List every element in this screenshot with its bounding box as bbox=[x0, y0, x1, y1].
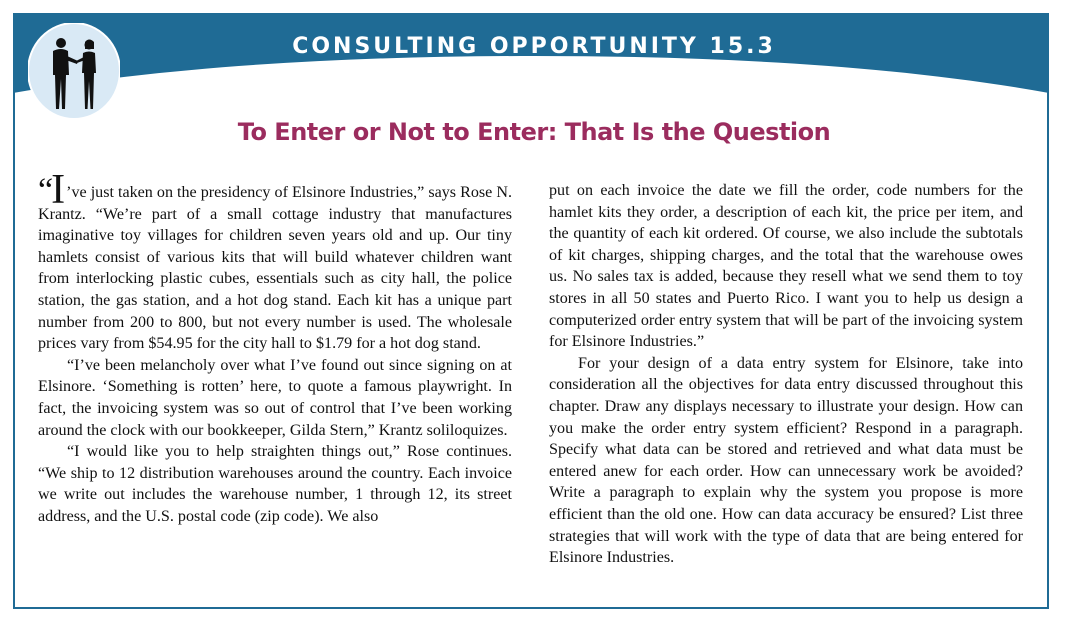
paragraph-1-text: ’ve just taken on the presidency of Elsinore Industries,” says Rose N. Krantz. “We’re part of a small cottage industry that manufactures imaginative toy villages for children seven years old and up. Our tiny hamlets consist of various kits that will build whatever children want from interlocking plastic cubes, essentials such as city hall, the police station, the gas station, and a hot dog stand. Each kit has a unique part number from 200 to 800, but not every number is used. The wholesale prices vary from $54.95 for the city hall to $1.79 for a hot dog stand. bbox=[38, 184, 512, 353]
left-column bbox=[38, 167, 512, 528]
paragraph-3: “I would like you to help straighten things out,” Rose continues. “We ship to 12 distribution warehouses around the country. Each invoice we write out includes the warehouse number, 1 through 12, its street address, and the U.S. postal code (zip code). We also bbox=[38, 443, 512, 525]
banner-title: CONSULTING OPPORTUNITY 15.3 bbox=[292, 34, 776, 59]
paragraph-4: put on each invoice the date we fill the order, code numbers for the hamlet kits they order, a description of each kit, the price per item, and the quantity of each kit ordered. Of course, we also include the subtotals of kit charges, shipping charges, and the total that the warehouse owes us. No sales tax is added, because they resell what we send them to toy stores in all 50 states and Puerto Rico. I want you to help us design a computerized order entry system that will be part of the invoicing system for Elsinore Industries.” bbox=[549, 182, 1023, 351]
paragraph-5: For your design of a data entry system for Elsinore, take into consideration all the objectives for data entry discussed throughout this chapter. Draw any displays necessary to illustrate your design. How can you make the order entry system efficient? Respond in a paragraph. Specify what data can be stored and retrieved and what data must be entered anew for each order. How can unnecessary work be avoided? Write a paragraph to explain why the system you propose is more efficient than the old one. How can data accuracy be ensured? List three strategies that will work with the type of data that are being entered for Elsinore Industries. bbox=[549, 354, 1023, 567]
case-subtitle: To Enter or Not to Enter: That Is the Question bbox=[237, 118, 831, 146]
header-banner bbox=[0, 0, 1068, 130]
opening-quote-mark: “ bbox=[38, 172, 52, 209]
paragraph-1 bbox=[38, 167, 512, 355]
paragraph-2: “I’ve been melancholy over what I’ve found out since signing on at Elsinore. ‘Something is rotten’ here, to quote a famous playwright. In fact, the invoicing system was so out of control that I’ve been working around the clock with our bookkeeper, Gilda Stern,” Krantz soliloquizes. bbox=[38, 356, 512, 439]
right-column bbox=[549, 180, 1023, 569]
drop-cap: I bbox=[51, 167, 66, 213]
